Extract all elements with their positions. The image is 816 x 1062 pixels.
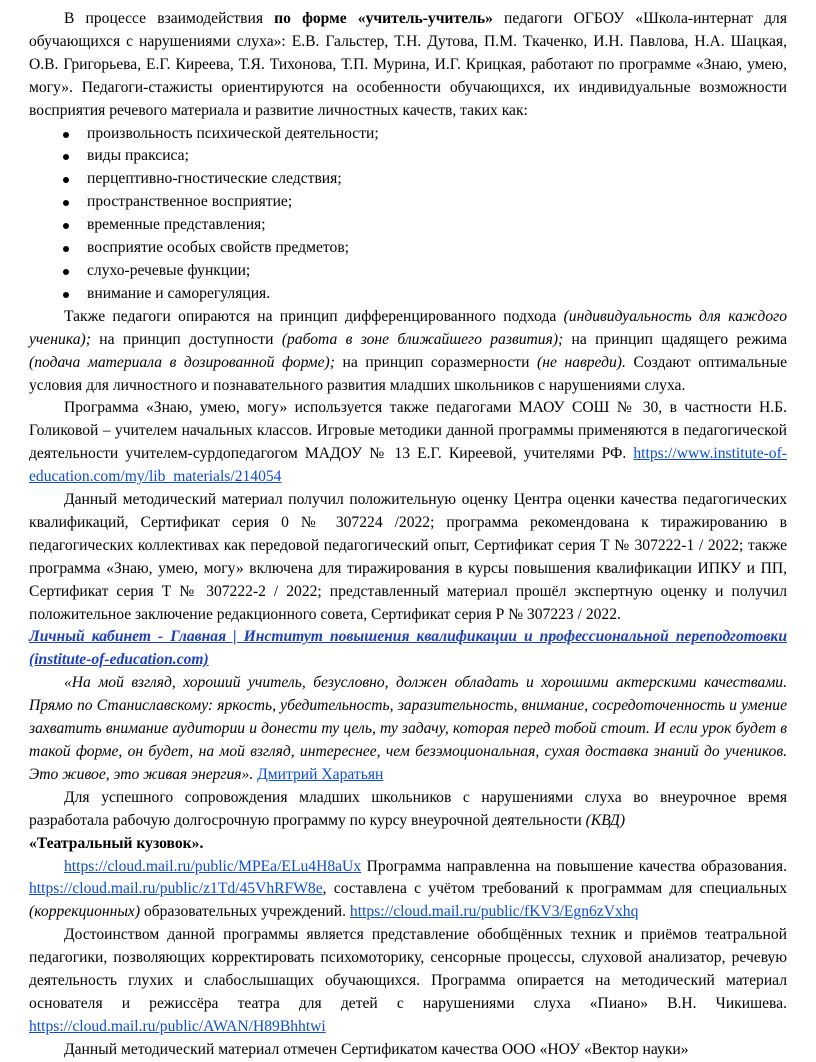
text-run: на принцип доступности xyxy=(90,330,282,348)
program-usage-paragraph xyxy=(29,397,787,489)
cloud-link-2[interactable]: https://cloud.mail.ru/public/z1Td/45VhRFW8e xyxy=(29,880,323,898)
list-item: слухо-речевые функции; xyxy=(75,260,787,283)
italic-phrase: (коррекционных) xyxy=(29,903,141,921)
qualities-list xyxy=(29,123,787,306)
italic-phrase: (КВД) xyxy=(585,811,626,829)
cloud-link-1[interactable]: https://cloud.mail.ru/public/MPEa/ELu4H8aUx xyxy=(64,857,362,875)
text-run: Программа направленна на повышение качества образования. xyxy=(361,857,787,875)
intro-paragraph xyxy=(29,8,787,123)
italic-phrase: (не навреди). xyxy=(537,353,626,371)
advantages-paragraph xyxy=(29,924,787,1039)
quote-text: «На мой взгляд, хороший учитель, безусловно, должен обладать и хорошими актерскими качествами. Прямо по Станиславскому: яркость, убедительность, заразительность, внимание, сосредоточенность и умение захватить внимание аудитории и донести ту цель, ту задачу, которая перед тобой стоит. И если урок будет в такой форме, он будет, на мой взгляд, интереснее, чем безэмоциональная, сухая доставка знаний до учеников. Это живое, это живая энергия». xyxy=(29,674,787,783)
text-run: Также педагоги опираются на принцип дифференцированного подхода xyxy=(64,307,564,325)
certificates-paragraph: Данный методический материал получил положительную оценку Центра оценки качества педагогических квалификаций, Сертификат серия 0 № 307224 /2022; программа рекомендована к тиражированию в педагогических коллективах как передовой педагогический опыт, Сертификат серия Т № 307222-1 / 2022; также программа «Знаю, умею, могу» включена для тиражирования в курсы повышения квалификации ИПКУ и ПП, Сертификат серия Т № 307222-2 / 2022; представленный материал прошёл экспертную оценку и получил положительное заключение редакционного совета, Сертификат серия Р № 307223 / 2022. xyxy=(29,491,787,623)
list-item: внимание и саморегуляция. xyxy=(75,283,787,306)
list-item: временные представления; xyxy=(75,214,787,237)
italic-phrase: (индивидуальность для каждого ученика); xyxy=(29,307,787,348)
cabinet-link[interactable]: Личный кабинет - Главная | Институт повышения квалификации и профессиональной переподготовки (institute-of-education.com) xyxy=(29,628,787,669)
list-item: пространственное восприятие; xyxy=(75,191,787,214)
cloud-link-4[interactable]: https://cloud.mail.ru/public/AWAN/H89Bhhtwi xyxy=(29,1017,326,1035)
author-link[interactable]: Дмитрий Харатьян xyxy=(257,765,384,783)
text-run: Для успешного сопровождения младших школьников с нарушениями слуха во внеурочное время разработала рабочую долгосрочную программу по курсу внеурочной деятельности xyxy=(29,788,787,829)
text-run: на принцип щадящего режима xyxy=(563,330,787,348)
text-run: педагоги ОГБОУ «Школа-интернат для обучающихся с нарушениями слуха»: Е.В. Гальстер, Т.Н. Дутова, П.М. Ткаченко, И.Н. Павлова, Н.А. Шацкая, О.В. Григорьева, Е.Г. Киреева, Т.Я. Тихонова, Т.П. Мурина, И.Г. Крицкая, работают по программе «Знаю, умею, могу». Педагоги-стажисты ориентируются на особенности обучающихся, их индивидуальные возможности восприятия речевого материала и развитие личностных качеств, таких как: xyxy=(29,10,787,119)
text-run: образовательных учреждений. xyxy=(140,903,347,921)
text-run: В процессе взаимодействия xyxy=(64,10,275,27)
text-run: Создают оптимальные условия для личностного и познавательного развития младших школьников с нарушениями слуха. xyxy=(29,353,787,394)
bold-phrase: по форме «учитель-учитель» xyxy=(274,10,493,27)
list-item: восприятие особых свойств предметов; xyxy=(75,237,787,260)
text-run: Достоинством данной программы является представление обобщённых техник и приёмов театральной педагогики, позволяющих корректировать психомоторику, сенсорные процессы, слуховой анализатор, речевую деятельность глухих и слабослышащих обучающихся. Программа опирается на методический материал основателя и режиссёра театра для детей с нарушениями слуха «Пиано» В.Н. Чикишева. xyxy=(29,926,787,1012)
institute-link[interactable]: https://www.institute-of-education.com/my/lib_materials/214054 xyxy=(29,445,787,486)
extracurricular-paragraph xyxy=(29,787,787,856)
program-links-paragraph xyxy=(29,856,787,925)
list-item: виды праксиса; xyxy=(75,145,787,168)
list-item: перцептивно-гностические следствия; xyxy=(75,168,787,191)
italic-phrase: (подача материала в дозированной форме); xyxy=(29,353,335,371)
list-item: произвольность психической деятельности; xyxy=(75,123,787,146)
quote-paragraph xyxy=(29,672,787,787)
principles-paragraph xyxy=(29,306,787,398)
certificate-note-paragraph: Данный методический материал отмечен Сертификатом качества ООО «НОУ «Вектор науки» xyxy=(64,1040,689,1058)
text-run: на принцип соразмерности xyxy=(334,353,538,371)
italic-phrase: (работа в зоне ближайшего развития); xyxy=(281,330,564,348)
text-run: , составлена с учётом требований к программам для специальных xyxy=(322,880,787,898)
text-run: Программа «Знаю, умею, могу» используется также педагогами МАОУ СОШ № 30, в частности Н.Б. Голиковой – учителем начальных классов. Игровые методики данной программы применяются в педагогической деятельности учителем-сурдопедагогом МАДОУ № 13 Е.Г. Киреевой, учителями РФ. xyxy=(29,399,787,463)
program-title: «Театральный кузовок». xyxy=(29,834,204,852)
cabinet-link-paragraph xyxy=(29,626,787,672)
cloud-link-3[interactable]: https://cloud.mail.ru/public/fKV3/Egn6zVxhq xyxy=(349,903,639,921)
